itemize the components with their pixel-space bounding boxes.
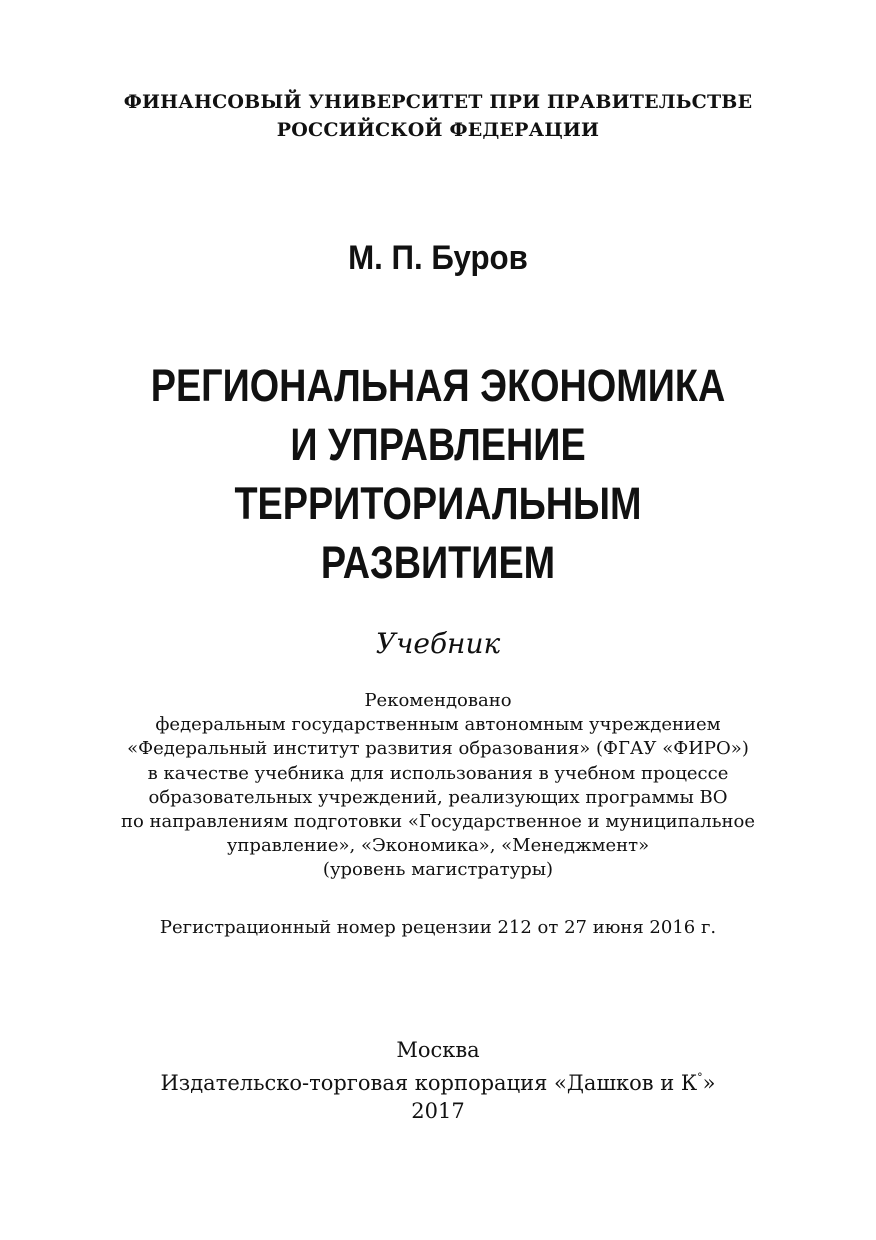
recommendation-block <box>0 689 876 883</box>
institution-name <box>0 88 876 144</box>
publisher-degree-mark: ° <box>697 1071 703 1084</box>
imprint-publisher <box>0 1064 876 1097</box>
recommendation-line-8: (уровень магистратуры) <box>322 859 554 881</box>
recommendation-line-6: по направлениям подготовки «Государственное и муниципальное <box>120 811 756 833</box>
recommendation-line-5: образовательных учреждений, реализующих программы ВО <box>148 786 728 808</box>
publisher-closing-quote: » <box>702 1071 716 1095</box>
recommendation-line-7: управление», «Экономика», «Менеджмент» <box>226 835 650 857</box>
institution-line-2: РОССИЙСКОЙ ФЕДЕРАЦИИ <box>276 119 600 141</box>
book-type: Учебник <box>375 627 501 660</box>
publisher-name: Издательско-торговая корпорация «Дашков и К <box>160 1071 698 1095</box>
author-name: М. П. Буров <box>348 239 528 277</box>
recommendation-line-2: федеральным государственным автономным учреждением <box>155 714 721 736</box>
book-title <box>70 356 806 592</box>
institution-line-1: ФИНАНСОВЫЙ УНИВЕРСИТЕТ ПРИ ПРАВИТЕЛЬСТВЕ <box>123 91 753 113</box>
title-line-3: ТЕРРИТОРИАЛЬНЫМ <box>234 478 642 529</box>
recommendation-line-3: «Федеральный институт развития образования» (ФГАУ «ФИРО») <box>127 738 749 760</box>
recommendation-line-1: Рекомендовано <box>364 690 512 711</box>
title-line-1: РЕГИОНАЛЬНАЯ ЭКОНОМИКА <box>150 360 726 411</box>
recommendation-line-4: в качестве учебника для использования в учебном процессе <box>147 762 729 784</box>
title-line-2: И УПРАВЛЕНИЕ <box>290 419 586 470</box>
imprint-city: Москва <box>396 1038 480 1062</box>
title-line-4: РАЗВИТИЕМ <box>320 537 556 588</box>
registration-number: Регистрационный номер рецензии 212 от 27 июня 2016 г. <box>159 917 717 938</box>
imprint-year: 2017 <box>411 1099 465 1123</box>
imprint-block <box>0 1036 876 1125</box>
